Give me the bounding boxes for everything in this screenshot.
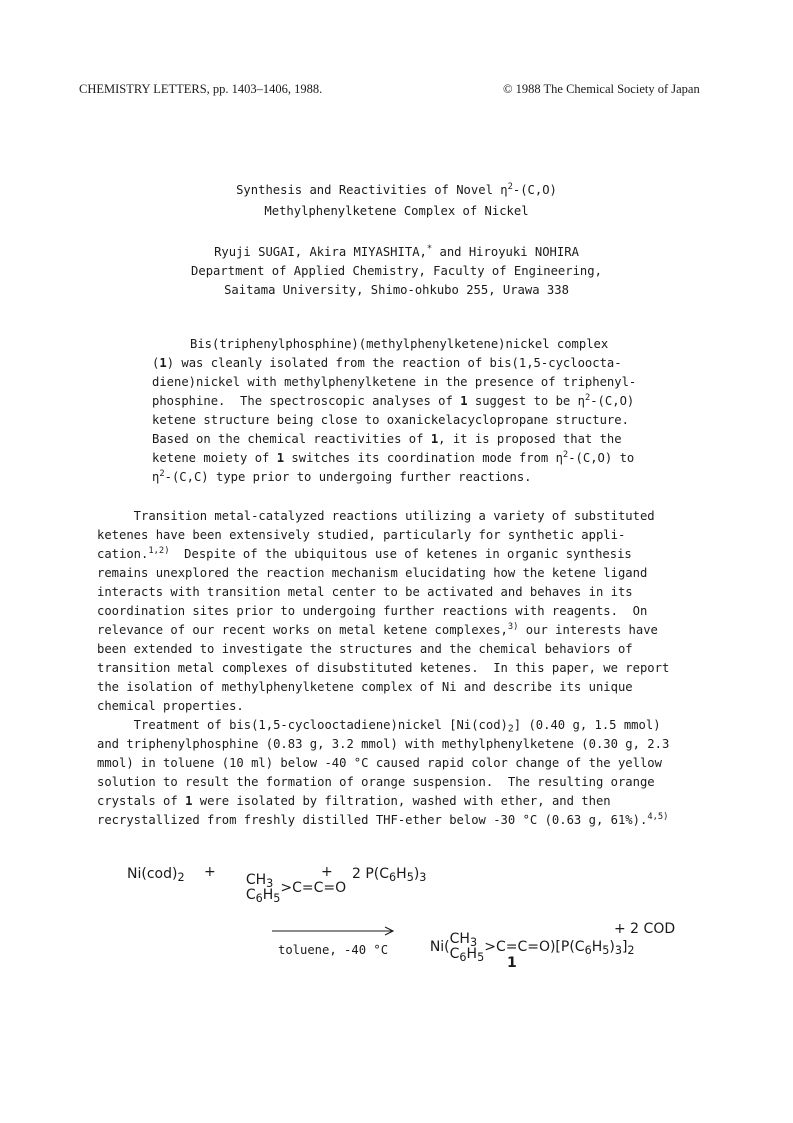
branch-bracket: > — [484, 939, 496, 955]
affiliation-line2: Saitama University, Shimo-ohkubo 255, Urawa 338 — [224, 283, 569, 297]
copyright-notice: © 1988 The Chemical Society of Japan — [503, 82, 700, 96]
methyl-group: $CH_3$ — [245, 872, 274, 890]
body-line: recrystallized from freshly distilled THF-ether below -30 °C (0.63 g, 61%).$^{4,5)}$ — [97, 812, 669, 827]
paper-title-line2: Methylphenylketene Complex of Nickel — [264, 204, 529, 218]
byproduct-cod: + 2 COD — [614, 921, 676, 937]
reactant-nicod2: $Ni(cod)_2$ — [127, 866, 185, 884]
phenyl-group: $C_6H_5$ — [449, 946, 485, 964]
body-line: crystals of 1 were isolated by filtration, washed with ether, and then — [97, 794, 611, 808]
paper-title-line1: Synthesis and Reactivities of Novel $\eta^2-(C,O)$ — [236, 182, 557, 197]
body-line: Transition metal-catalyzed reactions utilizing a variety of substituted — [97, 509, 655, 523]
abstract-line: ketene moiety of 1 switches its coordination mode from $\eta^2-(C,O)$ to — [152, 450, 635, 465]
plus-sign: + — [204, 864, 216, 880]
phenyl-group: $C_6H_5$ — [245, 887, 281, 905]
compound-label: 1 — [507, 955, 517, 971]
body-line: relevance of our recent works on metal ketene complexes,$^{3)}$ our interests have — [97, 622, 658, 637]
abstract-line: Based on the chemical reactivities of 1, it is proposed that the — [152, 432, 622, 446]
abstract-line: diene)nickel with methylphenylketene in the presence of triphenyl- — [152, 375, 637, 389]
plus-sign: + — [321, 864, 333, 880]
body-line: chemical properties. — [97, 699, 244, 713]
body-line: interacts with transition metal center to be activated and behaves in its — [97, 585, 633, 599]
branch-bracket: > — [280, 880, 293, 896]
body-line: and triphenylphosphine (0.83 g, 3.2 mmol) with methylphenylketene (0.30 g, 2.3 — [97, 737, 670, 751]
body-line: coordination sites prior to undergoing further reactions with reagents. On — [97, 604, 648, 618]
body-line: been extended to investigate the structures and the chemical behaviors of — [97, 642, 633, 656]
abstract-line: Bis(triphenylphosphine)(methylphenylketene)nickel complex — [190, 337, 609, 351]
author-list: Ryuji SUGAI, Akira MIYASHITA,* and Hiroyuki NOHIRA — [214, 244, 579, 259]
reaction-arrow-icon — [270, 925, 400, 937]
body-line: the isolation of methylphenylketene complex of Ni and describe its unique — [97, 680, 633, 694]
body-line: solution to result the formation of orange suspension. The resulting orange — [97, 775, 655, 789]
abstract-line: ketene structure being close to oxanickelacyclopropane structure. — [152, 413, 629, 427]
reaction-conditions: toluene, -40 °C — [278, 943, 389, 957]
body-line: transition metal complexes of disubstituted ketenes. In this paper, we report — [97, 661, 670, 675]
product-complex: $Ni(CH_3$ $C_6H_5>C=C=O)[P(C_6H_5)_3]_2$ — [429, 931, 635, 964]
body-line: mmol) in toluene (10 ml) below -40 °C caused rapid color change of the yellow — [97, 756, 662, 770]
body-line: cation.$^{1,2)}$ Despite of the ubiquitous use of ketenes in organic synthesis — [97, 546, 632, 561]
affiliation-line1: Department of Applied Chemistry, Faculty of Engineering, — [191, 264, 602, 278]
reactant-triphenylphosphine: 2 $P(C_6H_5)_3$ — [352, 866, 427, 884]
abstract-line: (1) was cleanly isolated from the reaction of bis(1,5-cycloocta- — [152, 356, 622, 370]
body-line: remains unexplored the reaction mechanism elucidating how the ketene ligand — [97, 566, 648, 580]
body-line: Treatment of bis(1,5-cyclooctadiene)nickel $[Ni(cod)_2]$ (0.40 g, 1.5 mmol) — [97, 718, 661, 735]
body-line: ketenes have been extensively studied, particularly for synthetic appli- — [97, 528, 626, 542]
reactant-methylphenylketene: $CH_3$ $C_6H_5>C=C=O$ — [245, 872, 347, 905]
abstract-line: $\eta^2-(C,C)$ type prior to undergoing further reactions. — [152, 469, 532, 484]
methyl-group: $CH_3$ — [449, 931, 478, 949]
journal-citation: CHEMISTRY LETTERS, pp. 1403–1406, 1988. — [79, 82, 323, 96]
abstract-line: phosphine. The spectroscopic analyses of 1 suggest to be $\eta^2-(C,O)$ — [152, 393, 635, 408]
